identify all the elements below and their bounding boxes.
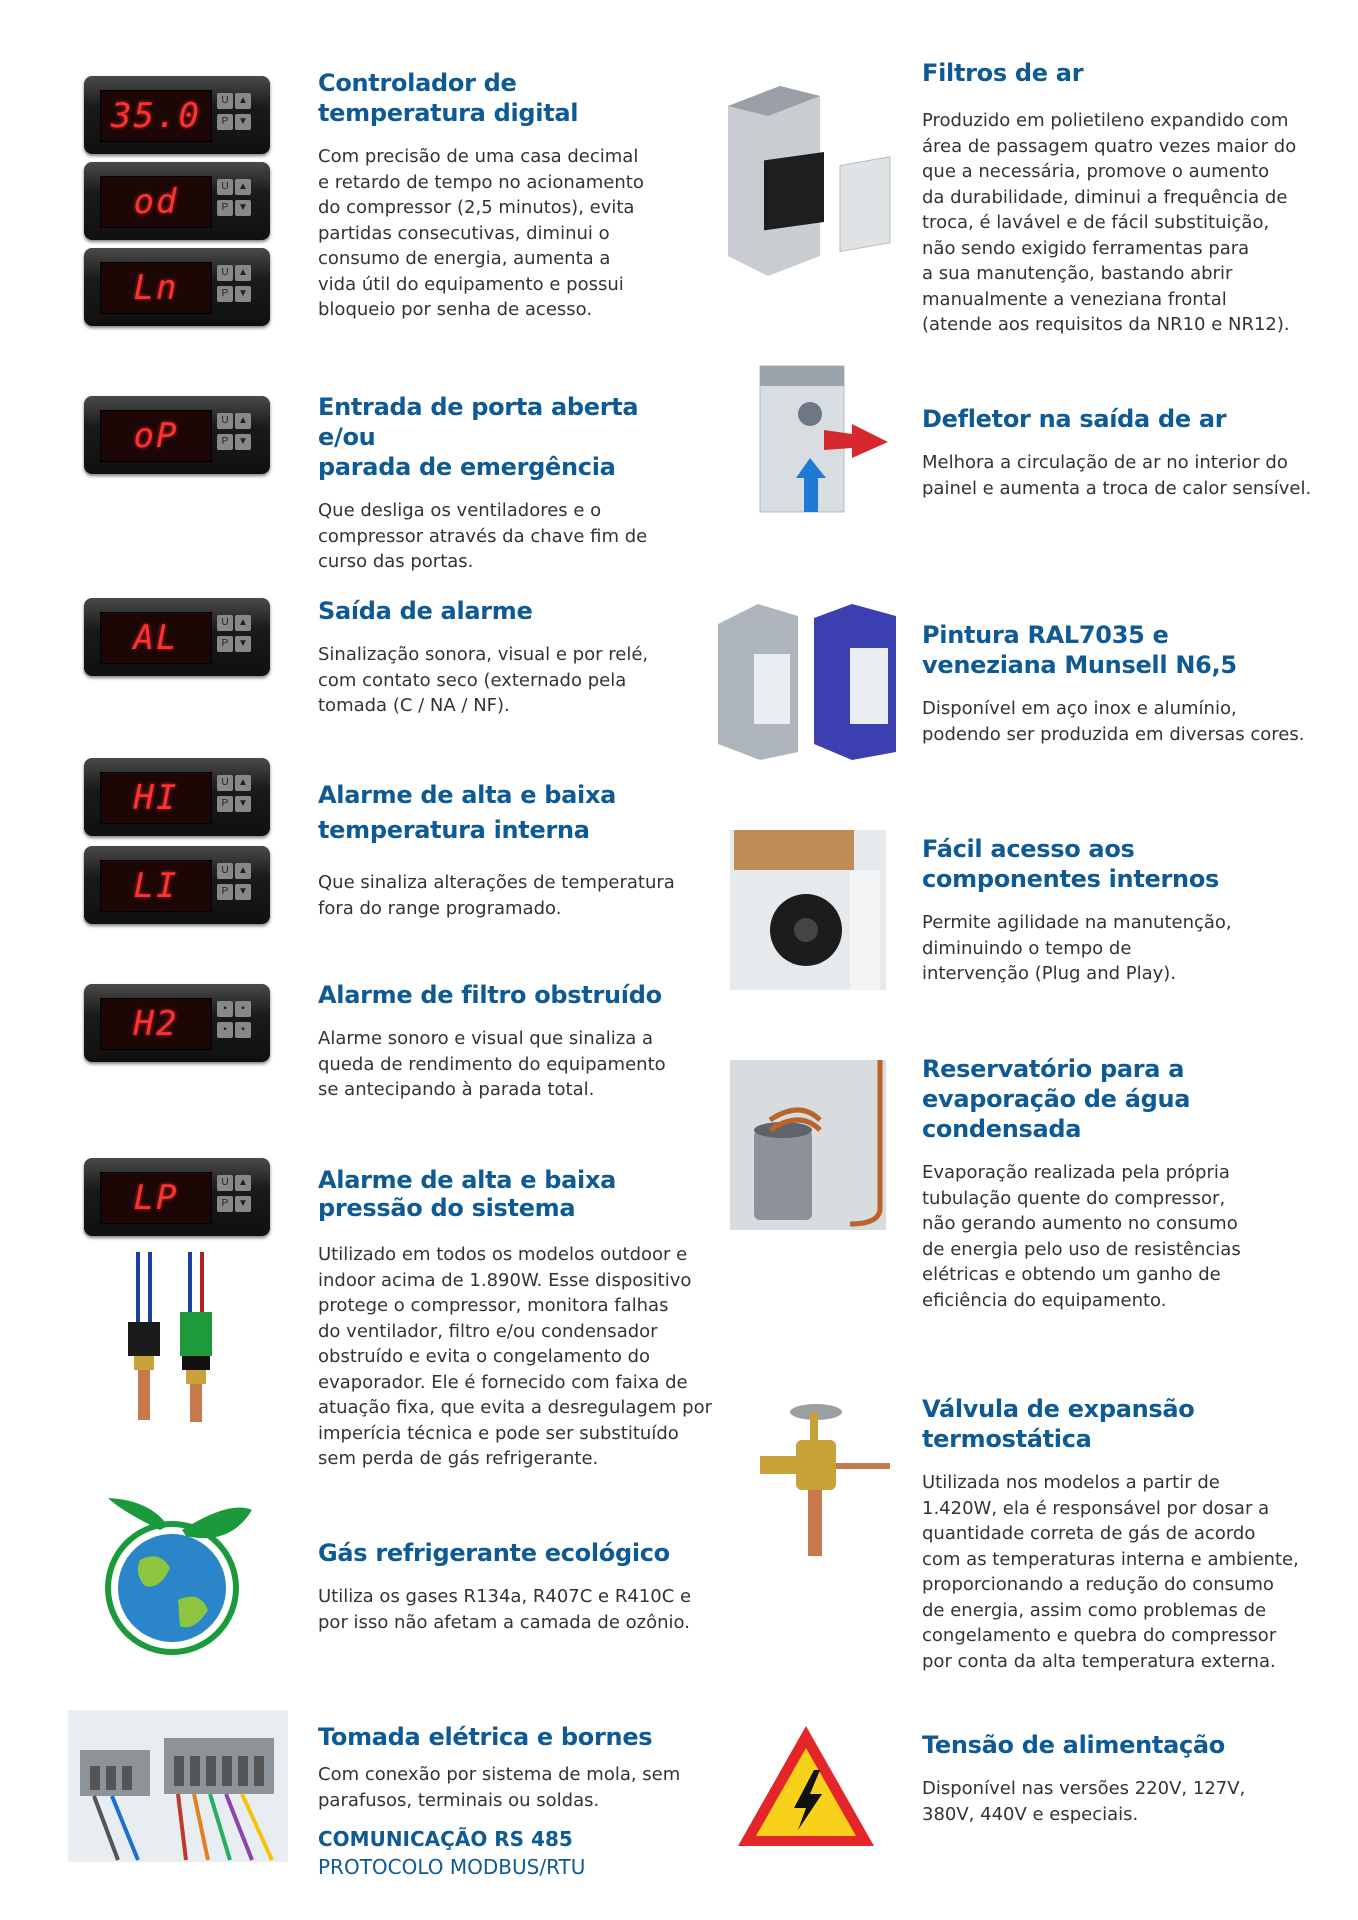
feature-title: Alarme de filtro obstruído bbox=[318, 981, 662, 1009]
feature-title: Alarme de alta e baixa temperatura interna bbox=[318, 781, 617, 844]
feature-voltage bbox=[922, 1730, 1332, 1827]
feature-text: Disponível nas versões 220V, 127V, 380V, 440V e especiais. bbox=[922, 1778, 1246, 1825]
pressure-switch-image bbox=[120, 1252, 220, 1422]
feature-door-input bbox=[318, 392, 698, 575]
feature-text: Alarme sonoro e visual que sinaliza a queda de rendimento do equipamento se antecipando à parada total. bbox=[318, 1028, 666, 1100]
feature-text: Utiliza os gases R134a, R407C e R410C e por isso não afetam a camada de ozônio. bbox=[318, 1586, 692, 1633]
feature-terminal bbox=[318, 1722, 698, 1879]
expansion-valve-image bbox=[760, 1400, 890, 1560]
feature-title: Saída de alarme bbox=[318, 597, 533, 625]
feature-title: Pintura RAL7035 e veneziana Munsell N6,5 bbox=[922, 621, 1237, 679]
feature-title: Filtros de ar bbox=[922, 59, 1084, 87]
feature-air-deflector bbox=[922, 404, 1332, 501]
feature-eco-gas bbox=[318, 1538, 698, 1635]
feature-title: Gás refrigerante ecológico bbox=[318, 1539, 670, 1567]
feature-paint bbox=[922, 620, 1332, 747]
feature-title: Válvula de expansão termostática bbox=[922, 1395, 1195, 1453]
feature-filter-alarm bbox=[318, 980, 698, 1103]
feature-condensate bbox=[922, 1054, 1332, 1313]
internal-components-image bbox=[730, 830, 886, 990]
feature-text: Disponível em aço inox e alumínio, podendo ser produzida em diversas cores. bbox=[922, 698, 1305, 745]
painted-units-image bbox=[718, 604, 898, 760]
controller-display-low: LI U ▲P ▼ bbox=[84, 846, 270, 924]
controller-display-2: od U ▲P ▼ bbox=[84, 162, 270, 240]
air-filter-image bbox=[724, 86, 894, 276]
air-deflector-image bbox=[748, 358, 898, 514]
feature-title: Tomada elétrica e bornes bbox=[318, 1723, 653, 1751]
feature-text: Melhora a circulação de ar no interior do painel e aumenta a troca de calor sensível. bbox=[922, 452, 1312, 499]
protocol-label: PROTOCOLO MODBUS/RTU bbox=[318, 1855, 586, 1879]
controller-display-filter: H2 ▪ ▪▪ ▪ bbox=[84, 984, 270, 1062]
feature-text: Que sinaliza alterações de temperatura fora do range programado. bbox=[318, 872, 675, 919]
feature-easy-access bbox=[922, 834, 1332, 987]
communication-label: COMUNICAÇÃO RS 485 bbox=[318, 1827, 573, 1851]
feature-title: Entrada de porta aberta e/ou parada de emergência bbox=[318, 393, 639, 481]
feature-text: Permite agilidade na manutenção, diminuindo o tempo de intervenção (Plug and Play). bbox=[922, 912, 1232, 984]
feature-title: Fácil acesso aos componentes internos bbox=[922, 835, 1219, 893]
feature-title: Defletor na saída de ar bbox=[922, 405, 1227, 433]
feature-text: Utilizado em todos os modelos outdoor e indoor acima de 1.890W. Esse dispositivo protege o compressor, monitora falhas do ventilador, filtro e/ou condensador obstruído e evita o congelamento do evaporador. Ele é fornecido com faixa de atuação fixa, que evita a desregulagem por imperícia técnica e pode ser substituído sem perda de gás refrigerante. bbox=[318, 1244, 712, 1469]
terminal-blocks-image bbox=[68, 1710, 288, 1862]
feature-digital-controller bbox=[318, 68, 698, 323]
feature-text: Que desliga os ventiladores e o compressor através da chave fim de curso das portas. bbox=[318, 500, 648, 572]
controller-display-1: 35.0 U ▲P ▼ bbox=[84, 76, 270, 154]
feature-text: Produzido em polietileno expandido com área de passagem quatro vezes maior do que a necessária, promove o aumento da durabilidade, diminui a frequência de troca, é lavável e de fácil substituição, não sendo exigido ferramentas para a sua manutenção, bastando abrir manualmente a veneziana frontal (atende aos requisitos da NR10 e NR12). bbox=[922, 110, 1297, 335]
controller-display-pressure: LP U ▲P ▼ bbox=[84, 1158, 270, 1236]
feature-title: Alarme de alta e baixa pressão do sistema bbox=[318, 1166, 617, 1222]
feature-title: Reservatório para a evaporação de água condensada bbox=[922, 1055, 1191, 1143]
feature-text: Sinalização sonora, visual e por relé, com contato seco (externado pela tomada (C / NA / NF). bbox=[318, 644, 649, 716]
controller-display-3: Ln U ▲P ▼ bbox=[84, 248, 270, 326]
feature-temperature-alarm bbox=[318, 778, 698, 921]
feature-expansion-valve bbox=[922, 1394, 1332, 1674]
controller-display-high: HI U ▲P ▼ bbox=[84, 758, 270, 836]
feature-title: Tensão de alimentação bbox=[922, 1731, 1225, 1759]
high-voltage-warning-icon bbox=[734, 1722, 878, 1850]
feature-text: Com precisão de uma casa decimal e retardo de tempo no acionamento do compressor (2,5 minutos), evita partidas consecutivas, diminui o consumo de energia, aumenta a vida útil do equipamento e possui bloqueio por senha de acesso. bbox=[318, 146, 644, 320]
feature-text: Evaporação realizada pela própria tubulação quente do compressor, não gerando aumento no consumo de energia pelo uso de resistências elétricas e obtendo um ganho de eficiência do equipamento. bbox=[922, 1162, 1241, 1311]
feature-air-filter bbox=[922, 58, 1332, 338]
feature-text: Utilizada nos modelos a partir de 1.420W, ela é responsável por dosar a quantidade correta de gás de acordo com as temperaturas interna e ambiente, proporcionando a redução do consumo de energia, assim como problemas de congelamento e quebra do compressor por conta da alta temperatura externa. bbox=[922, 1472, 1299, 1672]
controller-display-alarm: AL U ▲P ▼ bbox=[84, 598, 270, 676]
feature-title: Controlador de temperatura digital bbox=[318, 69, 579, 127]
feature-alarm-output bbox=[318, 596, 698, 719]
condensate-reservoir-image bbox=[730, 1060, 886, 1230]
feature-text: Com conexão por sistema de mola, sem parafusos, terminais ou soldas. bbox=[318, 1764, 681, 1811]
feature-pressure-alarm bbox=[318, 1166, 718, 1472]
eco-globe-icon bbox=[90, 1490, 260, 1660]
controller-display-door: oP U ▲P ▼ bbox=[84, 396, 270, 474]
